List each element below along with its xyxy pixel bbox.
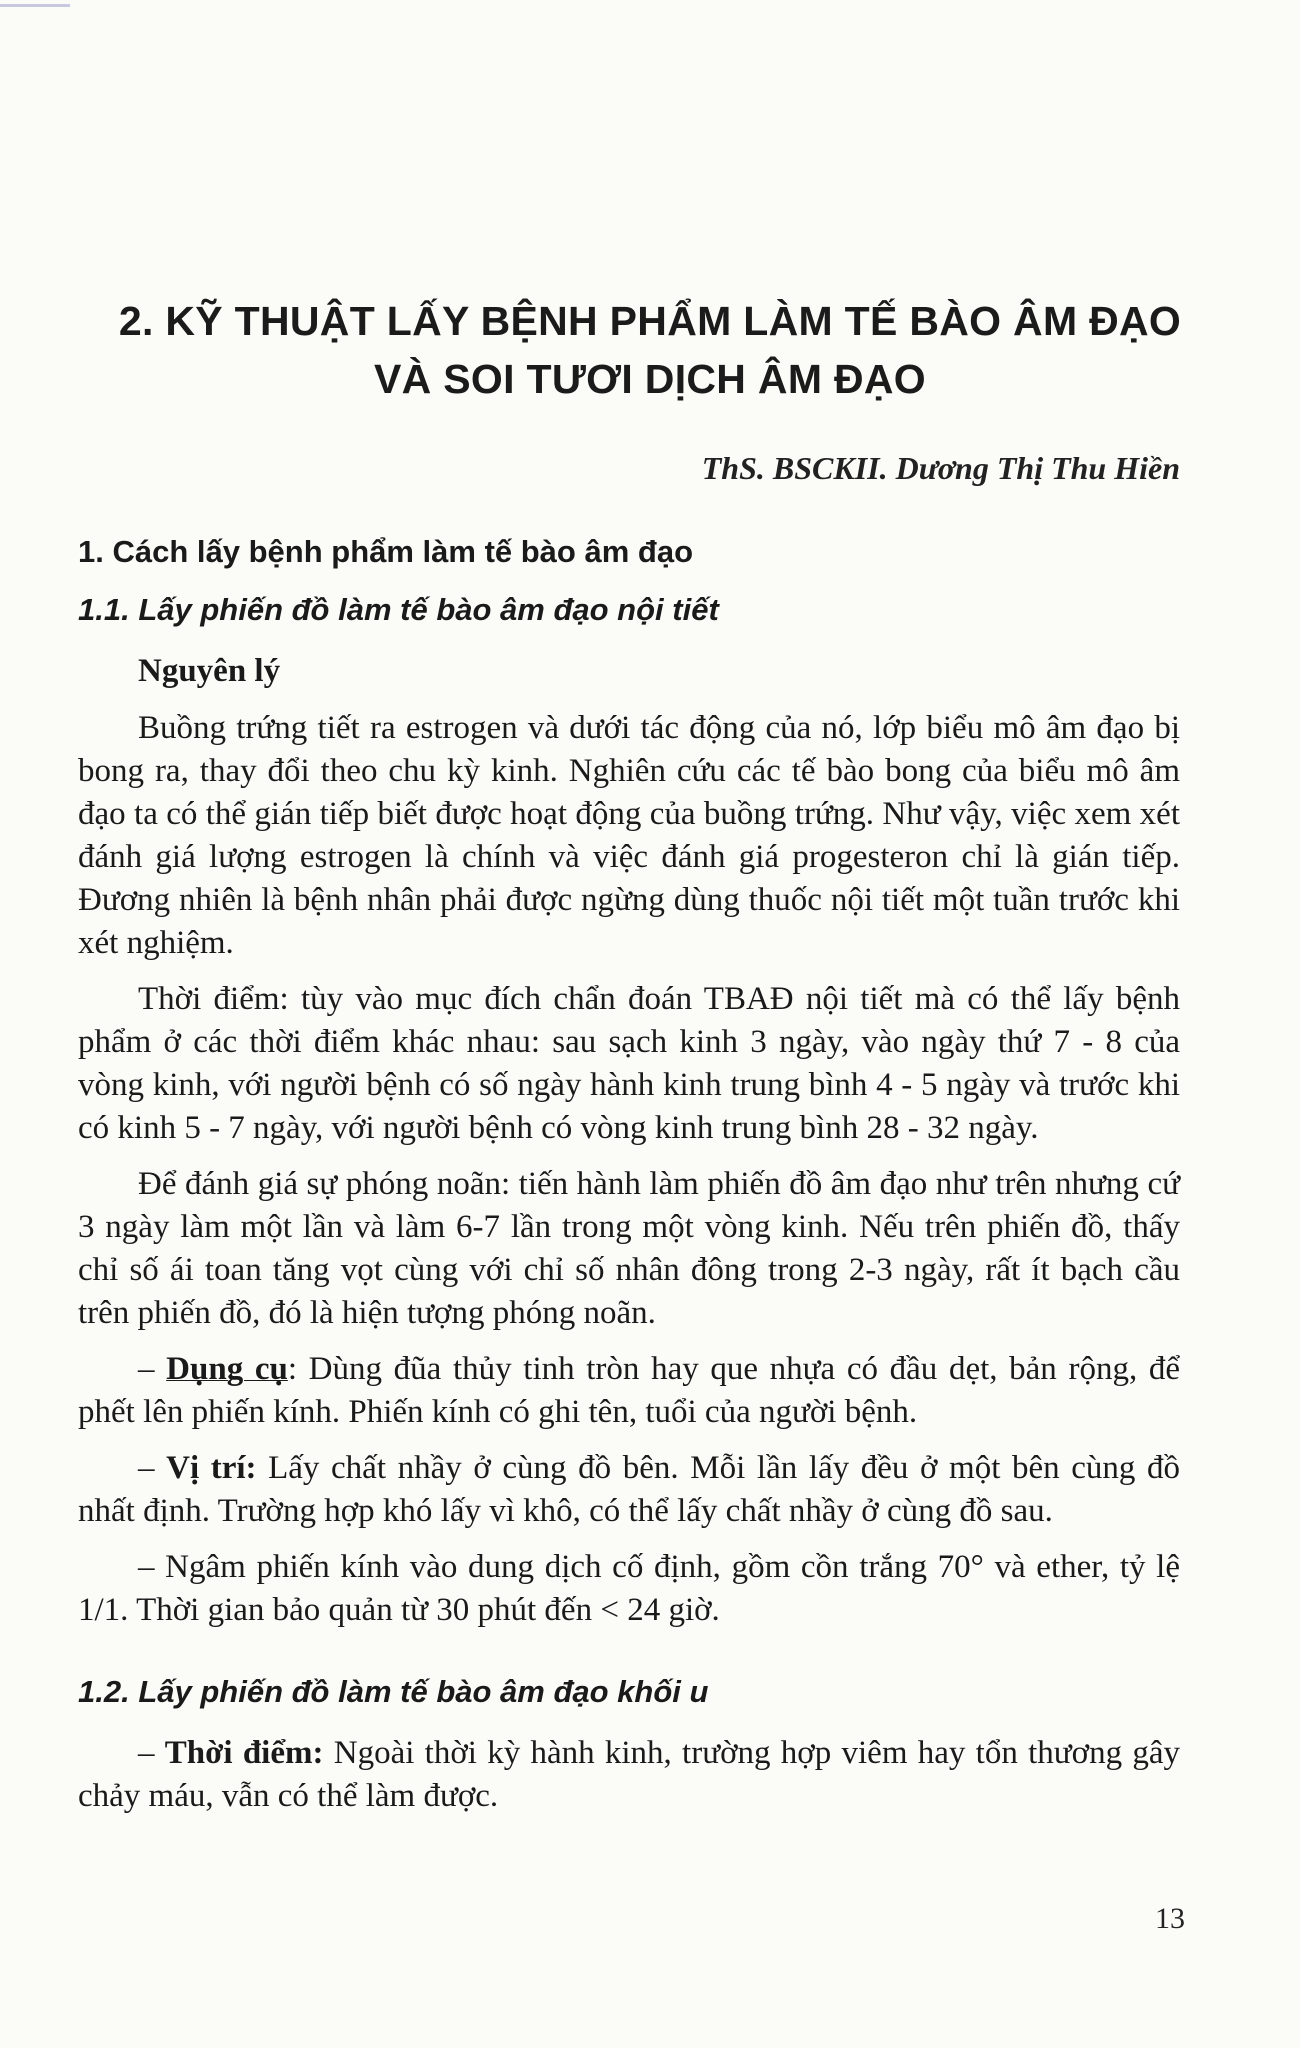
item-text: Ngâm phiến kính vào dung dịch cố định, gồm cồn trắng 70° và ether, tỷ lệ 1/1. Thời gian bảo quản từ 30 phút đến < 24 giờ. (78, 1549, 1180, 1628)
dash-marker: – (138, 1735, 155, 1771)
list-item-location (78, 1447, 1180, 1533)
dash-marker: – (138, 1450, 155, 1486)
list-item-fixation (78, 1546, 1180, 1632)
dash-marker: – (138, 1549, 155, 1585)
page-number: 13 (1155, 1902, 1185, 1935)
section-1-1-heading: 1.1. Lấy phiến đồ làm tế bào âm đạo nội tiết (78, 592, 719, 627)
section-1-heading: 1. Cách lấy bệnh phẩm làm tế bào âm đạo (78, 534, 694, 569)
paragraph-timing: Thời điểm: tùy vào mục đích chẩn đoán TBAĐ nội tiết mà có thể lấy bệnh phẩm ở các thời điểm khác nhau: sau sạch kinh 3 ngày, vào ngày thứ 7 - 8 của vòng kinh, với người bệnh có số ngày hành kinh trung bình 4 - 5 ngày và trước khi có kinh 5 - 7 ngày, với người bệnh có vòng kinh trung bình 28 - 32 ngày. (78, 981, 1180, 1146)
paragraph-principle: Buồng trứng tiết ra estrogen và dưới tác động của nó, lớp biểu mô âm đạo bị bong ra, thay đổi theo chu kỳ kinh. Nghiên cứu các tế bào bong của biểu mô âm đạo ta có thể gián tiếp biết được hoạt động của buồng trứng. Như vậy, việc xem xét đánh giá lượng estrogen là chính và việc đánh giá progesteron chỉ là gián tiếp. Đương nhiên là bệnh nhân phải được ngừng dùng thuốc nội tiết một tuần trước khi xét nghiệm. (78, 710, 1180, 961)
item-separator: : (287, 1351, 298, 1387)
item-lead-label: Vị trí: (166, 1450, 257, 1486)
scan-edge-mark (0, 4, 70, 7)
list-item-timing-tumor (78, 1732, 1180, 1818)
dash-marker: – (138, 1351, 155, 1387)
item-lead-label: Thời điểm: (164, 1735, 324, 1771)
list-item-instrument (78, 1348, 1180, 1434)
chapter-title-line-1: 2. KỸ THUẬT LẤY BỆNH PHẨM LÀM TẾ BÀO ÂM ĐẠO (118, 298, 1182, 344)
chapter-title-line-2: VÀ SOI TƯƠI DỊCH ÂM ĐẠO (374, 356, 926, 402)
section-1-2-heading: 1.2. Lấy phiến đồ làm tế bào âm đạo khối u (78, 1674, 709, 1709)
author-line: ThS. BSCKII. Dương Thị Thu Hiền (701, 450, 1180, 486)
item-text: Lấy chất nhầy ở cùng đồ bên. Mỗi lần lấy đều ở một bên cùng đồ nhất định. Trường hợp khó lấy vì khô, có thể lấy chất nhầy ở cùng đồ sau. (78, 1450, 1181, 1529)
principle-heading: Nguyên lý (138, 653, 281, 689)
item-text: Dùng đũa thủy tinh tròn hay que nhựa có đầu dẹt, bản rộng, để phết lên phiến kính. Phiến kính có ghi tên, tuổi của người bệnh. (78, 1351, 1180, 1430)
chapter-title (60, 292, 1240, 408)
item-lead-label: Dụng cụ (166, 1351, 288, 1387)
item-text: Ngoài thời kỳ hành kinh, trường hợp viêm hay tổn thương gây chảy máu, vẫn có thể làm được. (78, 1735, 1181, 1814)
main-content (78, 532, 1180, 1831)
paragraph-ovulation: Để đánh giá sự phóng noãn: tiến hành làm phiến đồ âm đạo như trên nhưng cứ 3 ngày làm một lần và làm 6-7 lần trong một vòng kinh. Nếu trên phiến đồ, thấy chỉ số ái toan tăng vọt cùng với chỉ số nhân đông trong 2-3 ngày, rất ít bạch cầu trên phiến đồ, đó là hiện tượng phóng noãn. (78, 1166, 1180, 1331)
